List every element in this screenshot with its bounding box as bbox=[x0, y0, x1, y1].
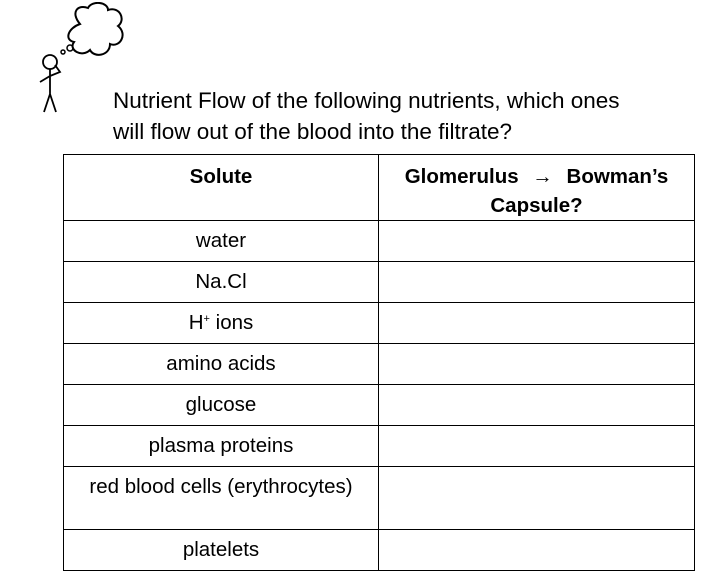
solute-cell: platelets bbox=[64, 530, 379, 571]
table-row bbox=[64, 344, 695, 385]
table-header-row bbox=[64, 155, 695, 221]
answer-cell[interactable] bbox=[379, 303, 695, 344]
header-solute: Solute bbox=[64, 155, 379, 221]
table-row bbox=[64, 467, 695, 530]
title-line-1: Nutrient Flow of the following nutrients, which ones bbox=[113, 88, 620, 113]
table-row bbox=[64, 385, 695, 426]
table-row bbox=[64, 262, 695, 303]
header-bowmans: Bowman’s bbox=[566, 165, 669, 188]
arrow-right-icon: → bbox=[532, 165, 553, 188]
nutrient-flow-table bbox=[63, 154, 695, 571]
table-row bbox=[64, 303, 695, 344]
table-row bbox=[64, 221, 695, 262]
solute-h-charge: + bbox=[203, 313, 210, 325]
answer-cell[interactable] bbox=[379, 530, 695, 571]
solute-cell: red blood cells (erythrocytes) bbox=[64, 467, 379, 530]
solute-h-base: H bbox=[188, 311, 204, 334]
title-line-2: will flow out of the blood into the filtrate? bbox=[113, 119, 512, 144]
solute-cell bbox=[64, 303, 379, 344]
page-title bbox=[113, 85, 720, 147]
answer-cell[interactable] bbox=[379, 467, 695, 530]
answer-cell[interactable] bbox=[379, 262, 695, 303]
answer-cell[interactable] bbox=[379, 344, 695, 385]
solute-cell: plasma proteins bbox=[64, 426, 379, 467]
answer-cell[interactable] bbox=[379, 385, 695, 426]
answer-cell[interactable] bbox=[379, 221, 695, 262]
table-row bbox=[64, 530, 695, 571]
header-glomerulus: Glomerulus bbox=[404, 165, 519, 188]
solute-cell: Na.Cl bbox=[64, 262, 379, 303]
solute-cell: amino acids bbox=[64, 344, 379, 385]
header-glomerulus-to-bowmans bbox=[379, 155, 695, 221]
answer-cell[interactable] bbox=[379, 426, 695, 467]
solute-cell: water bbox=[64, 221, 379, 262]
solute-cell: glucose bbox=[64, 385, 379, 426]
table-row bbox=[64, 426, 695, 467]
solute-h-rest: ions bbox=[209, 311, 254, 334]
header-capsule: Capsule? bbox=[490, 194, 583, 217]
